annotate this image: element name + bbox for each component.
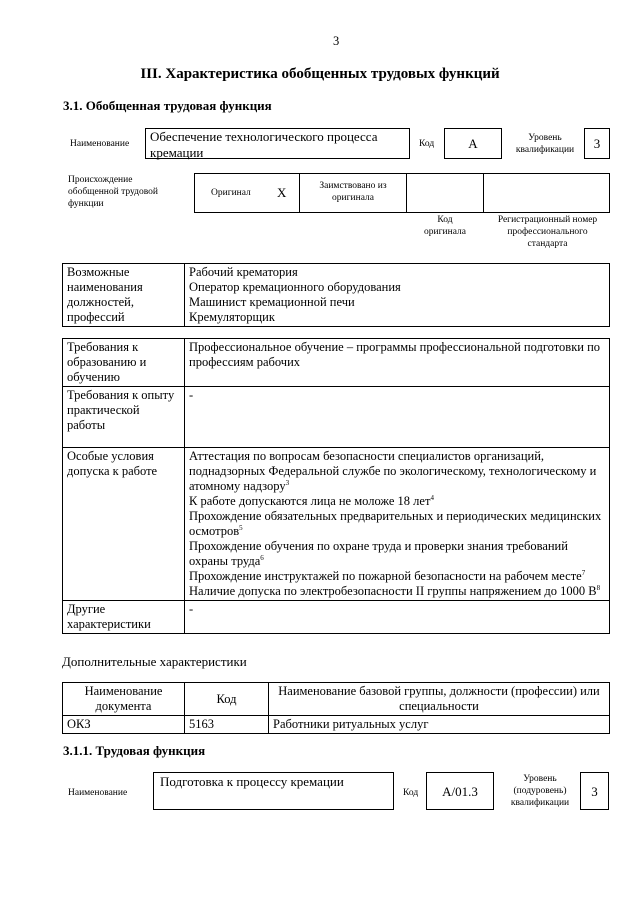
tf-name-label: Наименование — [68, 788, 128, 798]
requirements-table — [62, 338, 610, 634]
page-number: 3 — [333, 34, 340, 48]
position-item: Машинист кремационной печи — [189, 295, 355, 309]
section-title: III. Характеристика обобщенных трудовых функций — [140, 66, 500, 82]
education-label: Требования к образованию и обучению — [63, 339, 185, 387]
origin-divider-3 — [483, 174, 484, 212]
experience-value: - — [185, 387, 610, 448]
origin-borrowed-label-2: оригинала — [332, 193, 374, 203]
origin-borrowed-label — [301, 180, 405, 204]
education-value: Профессиональное обучение – программы профессиональной подготовки по профессиям рабочих — [185, 339, 610, 387]
origin-code-caption-1: Код — [437, 215, 453, 225]
experience-label: Требования к опыту практической работы — [63, 387, 185, 448]
additional-header: Код — [185, 683, 269, 716]
special-item: Аттестация по вопросам безопасности специалистов организаций, поднадзорных Федеральной службе по экологическому, технологическому и атомному надзору$^3$ — [189, 449, 597, 493]
origin-label-3: функции — [68, 199, 104, 209]
tf-level-label-3: квалификации — [510, 798, 570, 808]
tf-code-label: Код — [403, 788, 419, 798]
gtf-code-value: А — [468, 136, 478, 151]
tf-level-field — [580, 772, 609, 810]
tf-name-field — [153, 772, 394, 810]
gtf-level-label-2: квалификации — [515, 145, 575, 155]
special-item: Наличие допуска по электробезопасности II группы напряжением до 1000 $В^8$ — [189, 583, 601, 598]
table-cell: ОКЗ — [63, 716, 185, 734]
positions-table — [62, 263, 610, 327]
subsection-title: 3.1. Обобщенная трудовая функция — [63, 98, 272, 113]
special-label: Особые условия допуска к работе — [63, 448, 185, 601]
gtf-level-label-1: Уровень — [528, 133, 562, 143]
special-conditions — [185, 448, 610, 601]
gtf-name-field — [145, 128, 410, 159]
tf-level-label-2: (подуровень) — [513, 786, 567, 796]
gtf-level-value: 3 — [593, 136, 601, 151]
tf-level-label-1: Уровень — [523, 774, 557, 784]
footnote-ref: 7 — [581, 568, 586, 577]
gtf-name-label: Наименование — [70, 139, 130, 149]
tf-title: 3.1.1. Трудовая функция — [63, 743, 206, 758]
origin-code-caption — [405, 214, 485, 238]
origin-label-2: обобщенной трудовой — [68, 187, 158, 197]
origin-reg-caption-2: профессионального — [507, 227, 588, 237]
other-label: Другие характеристики — [63, 601, 185, 634]
additional-table — [62, 682, 610, 734]
table-row — [63, 716, 610, 734]
positions-list — [185, 264, 610, 327]
gtf-level-field — [584, 128, 610, 159]
tf-name-value: Подготовка к процессу кремации — [160, 774, 344, 789]
additional-title: Дополнительные характеристики — [62, 654, 247, 669]
table-cell: 5163 — [185, 716, 269, 734]
origin-code-caption-2: оригинала — [424, 227, 466, 237]
gtf-level-label — [505, 132, 585, 156]
origin-label — [68, 174, 158, 210]
origin-reg-caption — [485, 214, 610, 250]
origin-original-mark: X — [277, 185, 287, 200]
origin-borrowed-label-1: Заимствовано из — [319, 181, 387, 191]
gtf-name-value: Обеспечение технологического процесса кремации — [150, 129, 378, 160]
footnote-ref: 3 — [285, 478, 290, 487]
tf-code-field — [426, 772, 494, 810]
origin-divider-1 — [299, 174, 300, 212]
origin-label-1: Происхождение — [68, 175, 133, 185]
footnote-ref: 6 — [260, 553, 264, 562]
special-item: Прохождение обязательных предварительных и периодических медицинских осмотров$^5$ — [189, 509, 602, 538]
special-item: К работе допускаются лица не моложе 18 лет$^4$ — [189, 493, 434, 508]
origin-reg-caption-1: Регистрационный номер — [497, 215, 598, 225]
footnote-ref: 5 — [239, 523, 243, 532]
origin-original-label: Оригинал — [211, 188, 251, 198]
positions-label: Возможные наименования должностей, профессий — [63, 264, 185, 327]
position-item: Оператор кремационного оборудования — [189, 280, 401, 294]
table-cell: Работники ритуальных услуг — [269, 716, 610, 734]
origin-table — [194, 173, 610, 213]
special-item: Прохождение инструктажей по пожарной безопасности на рабочем месте$^7$ — [189, 568, 586, 583]
other-value: - — [185, 601, 610, 634]
gtf-code-label: Код — [419, 139, 435, 149]
additional-header: Наименование базовой группы, должности (профессии) или специальности — [269, 683, 610, 716]
special-item: Прохождение обучения по охране труда и проверки знания требований охраны труда$^6$ — [189, 539, 568, 568]
footnote-ref: 8 — [596, 583, 601, 592]
tf-level-value: 3 — [591, 784, 598, 799]
position-item: Рабочий крематория — [189, 265, 298, 279]
origin-reg-caption-3: стандарта — [527, 239, 568, 249]
footnote-ref: 4 — [430, 493, 434, 502]
additional-header: Наименование документа — [63, 683, 185, 716]
tf-level-label — [500, 773, 580, 809]
gtf-code-field — [444, 128, 502, 159]
tf-code-value: А/01.3 — [442, 784, 478, 799]
origin-divider-2 — [406, 174, 407, 212]
position-item: Кремуляторщик — [189, 310, 275, 324]
